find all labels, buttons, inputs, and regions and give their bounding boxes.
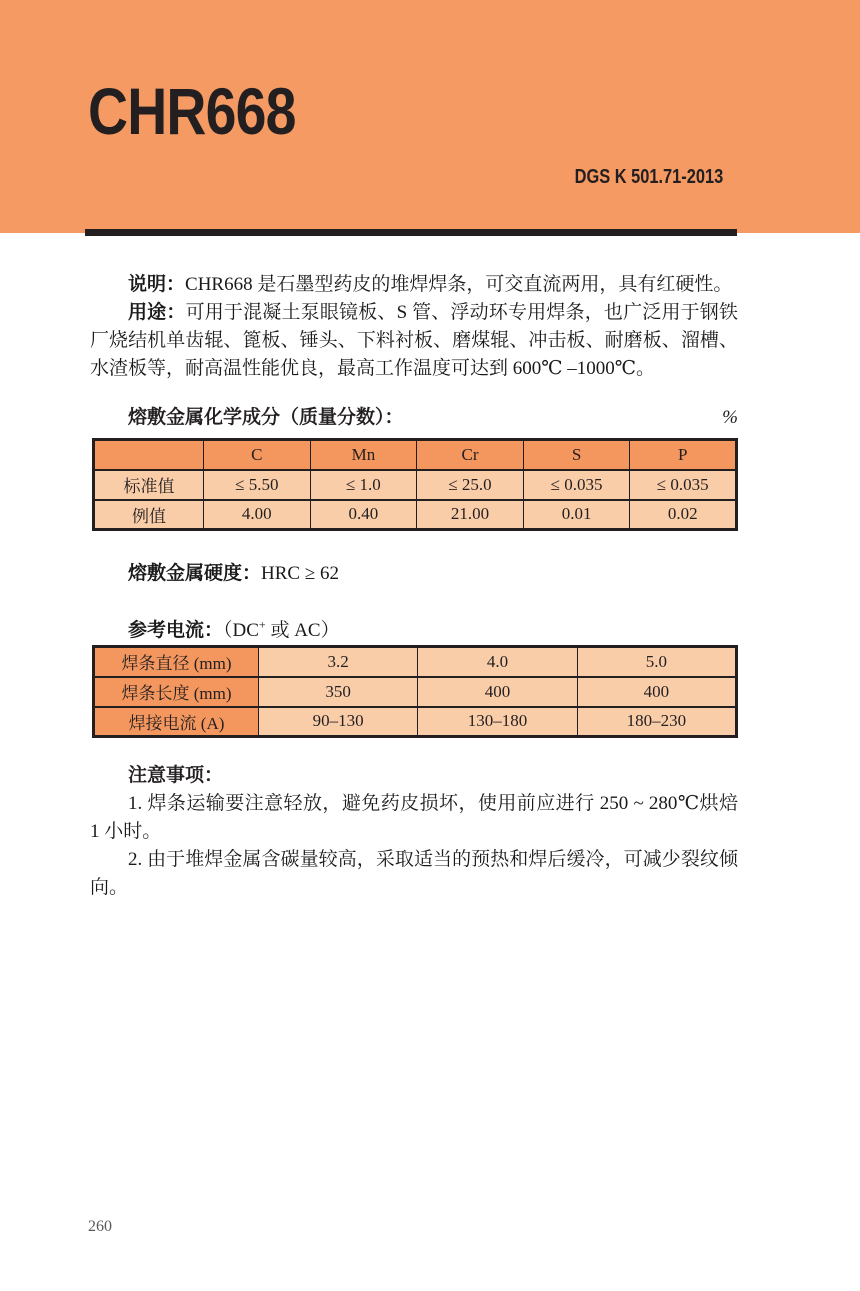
cell: ≤ 1.0 [310, 470, 417, 500]
hardness-label: 熔敷金属硬度： [128, 563, 262, 584]
cell: 90–130 [259, 707, 418, 737]
cell: 21.00 [417, 500, 524, 530]
notes-section [90, 762, 738, 902]
chem-section-head [90, 405, 738, 431]
cell: 400 [577, 677, 736, 707]
cell: 0.02 [630, 500, 737, 530]
row-label: 焊接电流 (A) [94, 707, 259, 737]
cell: 400 [418, 677, 577, 707]
current-label: 参考电流： [128, 620, 224, 641]
cell: 180–230 [577, 707, 736, 737]
chem-table-header-row [94, 440, 737, 470]
standard-code: DGS K 501.71-2013 [574, 166, 723, 188]
params-table [92, 645, 738, 738]
chem-header-s: S [523, 440, 630, 470]
cell: 4.00 [204, 500, 311, 530]
cell: 0.01 [523, 500, 630, 530]
cell: ≤ 5.50 [204, 470, 311, 500]
chem-table [92, 438, 738, 531]
note-item: 2. 由于堆焊金属含碳量较高，采取适当的预热和焊后缓冷，可减少裂纹倾向。 [90, 849, 738, 898]
current-value-pre: （DC [223, 620, 259, 641]
chem-standard-row [94, 470, 737, 500]
chem-header-c: C [204, 440, 311, 470]
chem-section-title: 熔敷金属化学成分（质量分数）： [128, 407, 404, 428]
usage-text: 可用于混凝土泵眼镜板、S 管、浮动环专用焊条，也广泛用于钢铁厂烧结机单齿辊、篦板、锤头、下料衬板、磨煤辊、冲击板、耐磨板、溜槽、水渣板等，耐高温性能优良，最高工作温度可达到 600℃ –1000℃。 [90, 302, 738, 379]
cell: 130–180 [418, 707, 577, 737]
chem-header-mn: Mn [310, 440, 417, 470]
chem-header-p: P [630, 440, 737, 470]
usage-label: 用途： [128, 302, 186, 323]
cell: ≤ 0.035 [630, 470, 737, 500]
row-label: 焊条直径 (mm) [94, 647, 259, 677]
row-label: 标准值 [94, 470, 204, 500]
note-item: 1. 焊条运输要注意轻放，避免药皮损坏，使用前应进行 250 ~ 280℃烘焙 1 小时。 [90, 793, 738, 842]
description-text: CHR668 是石墨型药皮的堆焊焊条，可交直流两用，具有红硬性。 [185, 274, 733, 295]
intro-section [90, 271, 738, 383]
cell: 3.2 [259, 647, 418, 677]
description-paragraph [90, 271, 738, 299]
cell: ≤ 0.035 [523, 470, 630, 500]
diameter-row [94, 647, 737, 677]
notes-title: 注意事项： [128, 765, 224, 786]
description-label: 说明： [128, 274, 186, 295]
chem-example-row [94, 500, 737, 530]
product-title: CHR668 [88, 74, 296, 148]
hardness-line [90, 560, 738, 588]
current-row [94, 707, 737, 737]
chem-header-cr: Cr [417, 440, 524, 470]
cell: 4.0 [418, 647, 577, 677]
length-row [94, 677, 737, 707]
current-line [90, 617, 738, 645]
usage-paragraph [90, 299, 738, 383]
percent-unit: % [722, 407, 738, 428]
cell: 5.0 [577, 647, 736, 677]
cell: ≤ 25.0 [417, 470, 524, 500]
current-value-post: 或 AC） [265, 620, 340, 641]
chem-header-blank [94, 440, 204, 470]
page-header [0, 0, 860, 233]
row-label: 焊条长度 (mm) [94, 677, 259, 707]
current-superscript: + [258, 617, 266, 632]
page-number: 260 [88, 1218, 112, 1235]
header-rule [85, 229, 737, 236]
cell: 350 [259, 677, 418, 707]
cell: 0.40 [310, 500, 417, 530]
hardness-value: HRC ≥ 62 [261, 563, 340, 584]
row-label: 例值 [94, 500, 204, 530]
